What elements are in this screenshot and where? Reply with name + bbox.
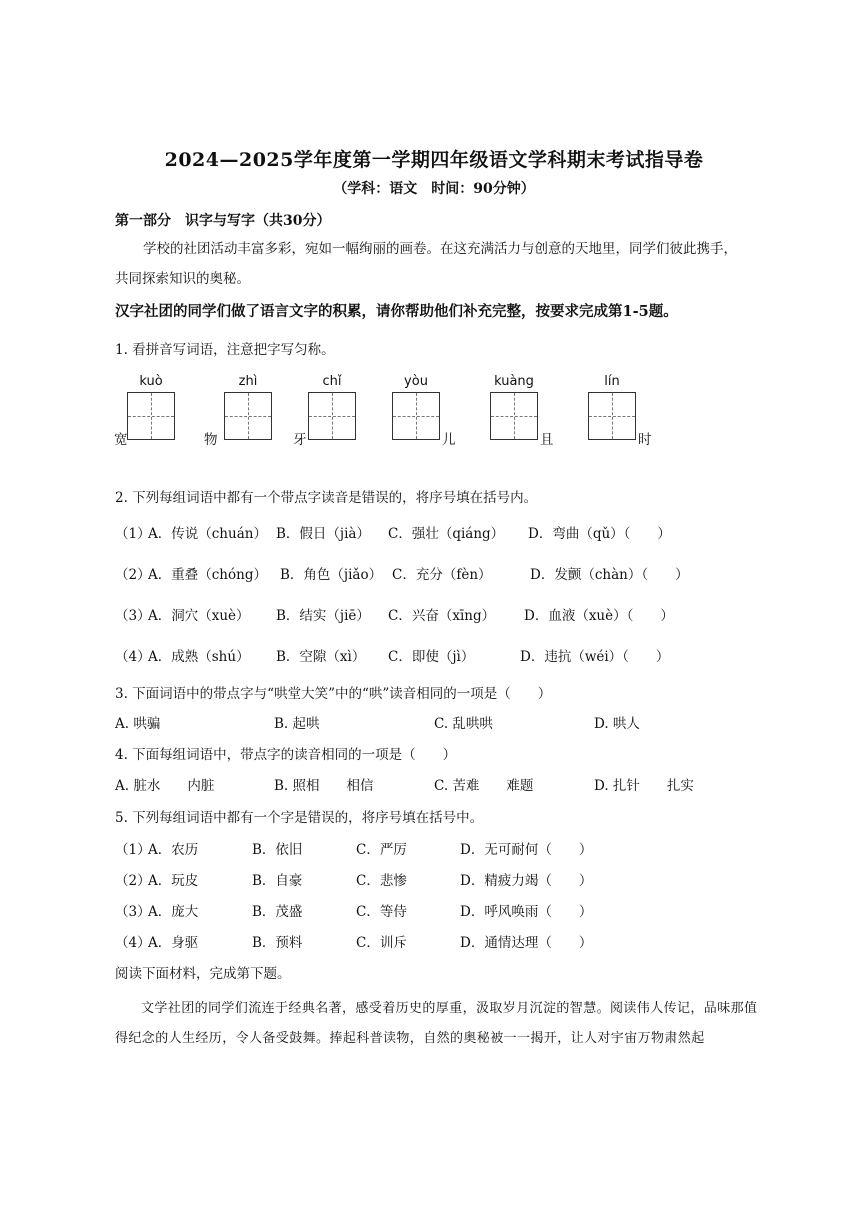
q5-option-a: A．庞大 <box>148 904 199 920</box>
q2-prompt: 2. 下列每组词语中都有一个带点字读音是错误的，将序号填在括号内。 <box>115 490 538 506</box>
q4-prompt: 4. 下面每组词语中，带点字的读音相同的一项是（ ） <box>115 747 457 763</box>
q2-option-a: A．重叠（chóng） <box>148 567 267 583</box>
q2-option-b: B．假日（jià） <box>276 526 370 542</box>
writing-box-4[interactable] <box>392 392 440 440</box>
page-subtitle: （学科：语文 时间：90分钟） <box>333 181 535 197</box>
q5-option-b: B．依旧 <box>252 842 303 858</box>
q2-option-c: C．充分（fèn） <box>392 567 492 583</box>
q2-option-b: B．空隙（xì） <box>276 649 366 665</box>
q2-option-d: D．违抗（wéi）（ ） <box>520 649 670 665</box>
pinyin-1: kuò <box>139 374 163 389</box>
q4-option-a: A. 脏水 内脏 <box>115 778 215 794</box>
q5-row-num: （4） <box>115 935 151 951</box>
q3-option-a: A. 哄骗 <box>115 716 161 732</box>
q2-option-d: D．发颤（chàn）（ ） <box>530 567 689 583</box>
q2-row-num: （1） <box>115 526 151 542</box>
char-3-pre: 牙 <box>293 432 307 448</box>
reading-passage: 文学社团的同学们流连于经典名著，感受着历史的厚重，汲取岁月沉淀的智慧。阅读伟人传记，品味那值得纪念的人生经历，令人备受鼓舞。捧起科普读物，自然的奥秘被一一揭开，让人对宇宙万物肃然起 <box>115 1001 758 1046</box>
pinyin-6: lín <box>604 374 620 389</box>
q2-option-c: C．即使（jì） <box>388 649 475 665</box>
q2-row-num: （3） <box>115 608 151 624</box>
q4-option-d: D. 扎针 扎实 <box>594 778 694 794</box>
section-heading: 第一部分 识字与写字（共30分） <box>115 213 331 229</box>
reading-lead: 阅读下面材料，完成第下题。 <box>115 966 291 982</box>
q2-row-num: （4） <box>115 649 151 665</box>
q5-row-num: （2） <box>115 873 151 889</box>
q5-option-b: B．预料 <box>252 935 303 951</box>
q5-option-d: D．呼风唤雨（ ） <box>460 904 593 920</box>
writing-box-1[interactable] <box>127 392 175 440</box>
q3-option-c: C. 乱哄哄 <box>434 716 493 732</box>
pinyin-3: chǐ <box>322 374 342 389</box>
q5-option-c: C．等侍 <box>356 904 407 920</box>
q5-option-c: C．训斥 <box>356 935 407 951</box>
q5-option-b: B．茂盛 <box>252 904 303 920</box>
q2-option-d: D．弯曲（qǔ）（ ） <box>528 526 671 542</box>
q2-option-b: B．角色（jiǎo） <box>280 567 383 583</box>
q5-option-c: C．悲惨 <box>356 873 407 889</box>
q2-option-c: C．兴奋（xīng） <box>388 608 496 624</box>
q2-option-a: A．成熟（shú） <box>148 649 250 665</box>
instruction: 汉字社团的同学们做了语言文字的积累，请你帮助他们补充完整，按要求完成第1-5题。 <box>115 303 678 320</box>
q2-row-num: （2） <box>115 567 151 583</box>
writing-box-5[interactable] <box>490 392 538 440</box>
q2-option-d: D．血液（xuè）（ ） <box>524 608 674 624</box>
q5-option-d: D．无可耐何（ ） <box>460 842 593 858</box>
q1-prompt: 1. 看拼音写词语，注意把字写匀称。 <box>115 342 335 358</box>
page-title: 2024—2025学年度第一学期四年级语文学科期末考试指导卷 <box>164 149 704 171</box>
char-5-post: 且 <box>540 432 554 448</box>
writing-box-6[interactable] <box>588 392 636 440</box>
q5-option-b: B．自豪 <box>252 873 303 889</box>
q5-option-a: A．身驱 <box>148 935 199 951</box>
q5-option-a: A．玩皮 <box>148 873 199 889</box>
pinyin-4: yòu <box>404 374 428 389</box>
writing-box-3[interactable] <box>308 392 356 440</box>
q5-option-d: D．精疲力竭（ ） <box>460 873 593 889</box>
q5-row-num: （3） <box>115 904 151 920</box>
pinyin-2: zhì <box>238 374 258 389</box>
q2-option-a: A．洞穴（xuè） <box>148 608 250 624</box>
intro-line-1: 学校的社团活动丰富多彩，宛如一幅绚丽的画卷。在这充满活力与创意的天地里，同学们彼此携手， <box>143 241 737 257</box>
q3-option-b: B. 起哄 <box>274 716 320 732</box>
char-2-pre: 物 <box>204 432 218 448</box>
q3-prompt: 3. 下面词语中的带点字与“哄堂大笑”中的“哄”读音相同的一项是（ ） <box>115 686 552 702</box>
char-6-post: 时 <box>638 432 652 448</box>
pinyin-5: kuàng <box>494 374 534 389</box>
q5-option-d: D．通情达理（ ） <box>460 935 593 951</box>
char-4-post: 儿 <box>442 432 456 448</box>
q4-option-c: C. 苦难 难题 <box>434 778 534 794</box>
q2-option-c: C．强壮（qiáng） <box>388 526 505 542</box>
q5-prompt: 5. 下列每组词语中都有一个字是错误的，将序号填在括号中。 <box>115 810 484 826</box>
q3-option-d: D. 哄人 <box>594 716 640 732</box>
q2-option-a: A．传说（chuán） <box>148 526 267 542</box>
q5-option-a: A．农历 <box>148 842 199 858</box>
char-1-pre: 宽 <box>114 432 128 448</box>
writing-box-2[interactable] <box>224 392 272 440</box>
q2-option-b: B．结实（jiē） <box>276 608 370 624</box>
q4-option-b: B. 照相 相信 <box>274 778 374 794</box>
intro-line-2: 共同探索知识的奥秘。 <box>115 271 250 287</box>
q5-row-num: （1） <box>115 842 151 858</box>
q5-option-c: C．严厉 <box>356 842 407 858</box>
